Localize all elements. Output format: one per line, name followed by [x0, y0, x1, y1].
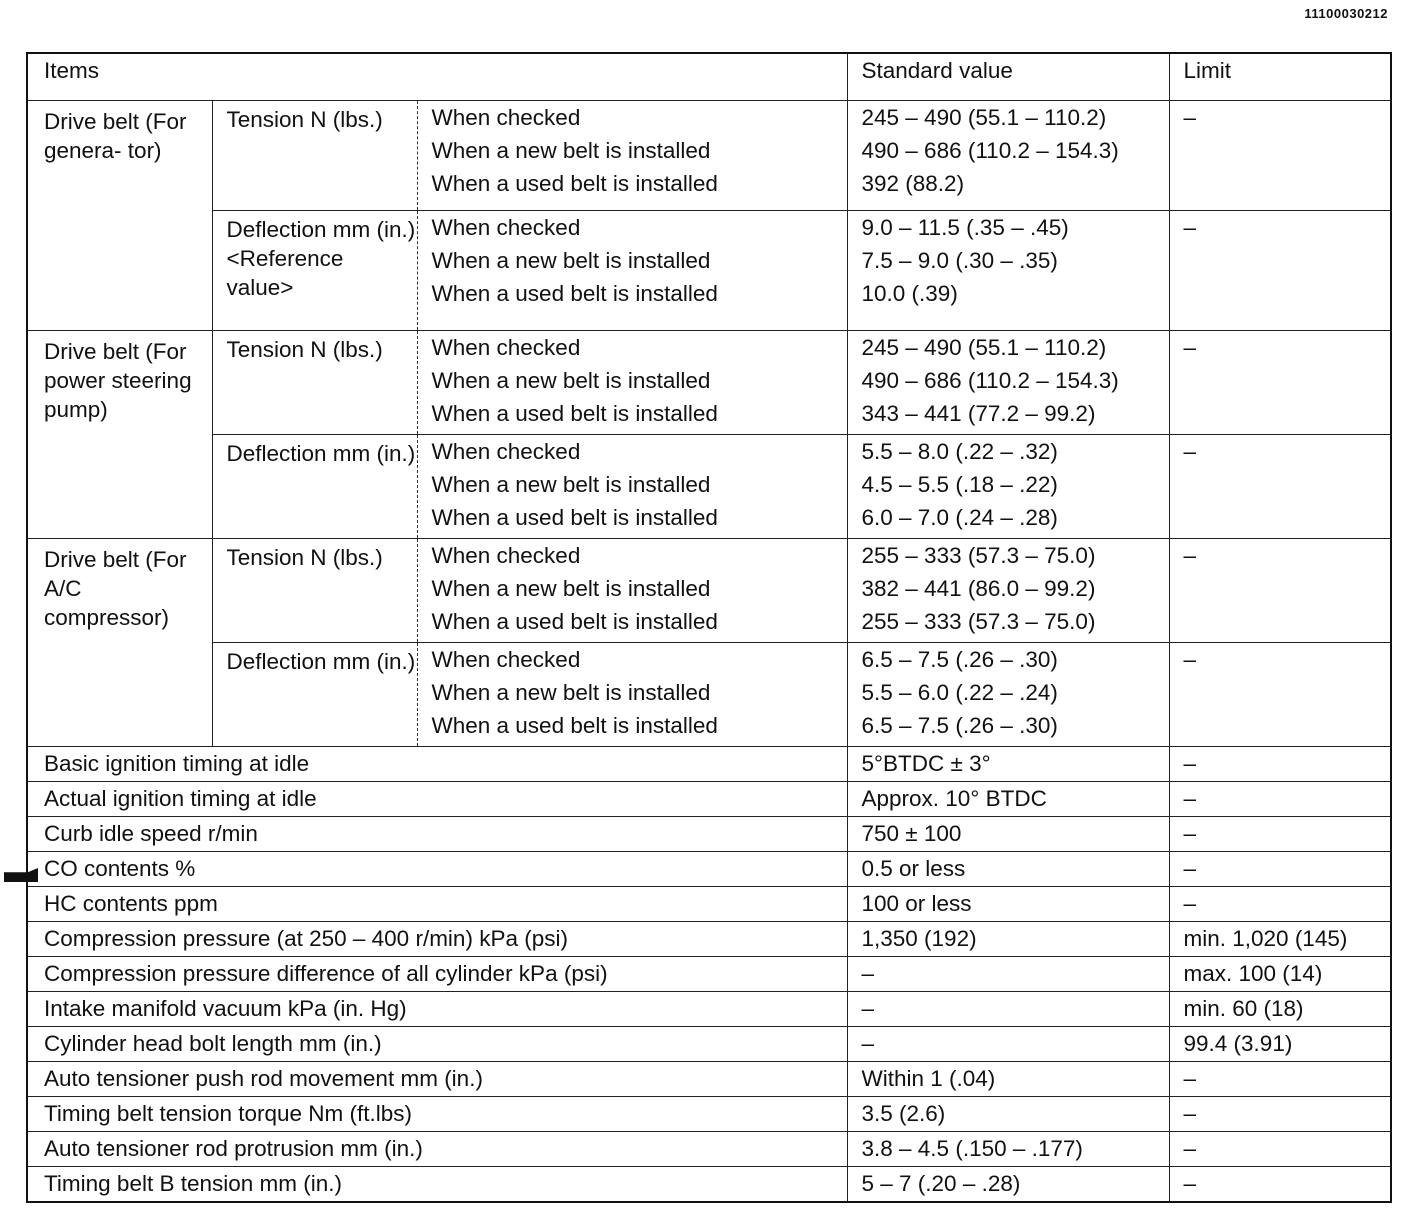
- limit-value: –: [1169, 435, 1391, 539]
- sub-item-name: Deflection mm (in.) <Reference value>: [212, 211, 417, 331]
- standard-value-text: 9.0 – 11.5 (.35 – .45): [861, 215, 1069, 240]
- limit-value: min. 60 (18): [1169, 992, 1391, 1027]
- standard-value: 750 ± 100: [847, 817, 1169, 852]
- table-row: [27, 1167, 1391, 1203]
- standard-value: 5 – 7 (.20 – .28): [847, 1167, 1169, 1203]
- conditions-cell: [417, 101, 847, 211]
- table-row: [27, 887, 1391, 922]
- standard-value-text: 255 – 333 (57.3 – 75.0): [861, 543, 1096, 568]
- standard-value-text: 4.5 – 5.5 (.18 – .22): [861, 472, 1058, 497]
- table-row: [27, 643, 1391, 747]
- sub-item-name: Deflection mm (in.): [212, 435, 417, 539]
- condition-text: When a used belt is installed: [431, 401, 718, 426]
- sub-item-name: Tension N (lbs.): [212, 539, 417, 643]
- condition-text: When a used belt is installed: [431, 505, 718, 530]
- condition-text: When a used belt is installed: [431, 713, 718, 738]
- standard-value-text: 392 (88.2): [861, 171, 965, 196]
- item-name: HC contents ppm: [27, 887, 847, 922]
- sub-item-name: Tension N (lbs.): [212, 101, 417, 211]
- item-name: Actual ignition timing at idle: [27, 782, 847, 817]
- limit-value: –: [1169, 1167, 1391, 1203]
- standard-value-text: 245 – 490 (55.1 – 110.2): [861, 335, 1107, 360]
- limit-value: –: [1169, 1097, 1391, 1132]
- table-header-row: [27, 53, 1391, 101]
- standard-value: 3.8 – 4.5 (.150 – .177): [847, 1132, 1169, 1167]
- standard-value: –: [847, 992, 1169, 1027]
- standard-value-text: 255 – 333 (57.3 – 75.0): [861, 609, 1096, 634]
- item-name: Auto tensioner push rod movement mm (in.): [27, 1062, 847, 1097]
- table-row: [27, 992, 1391, 1027]
- item-name: Drive belt (For genera- tor): [27, 101, 212, 331]
- limit-value: 99.4 (3.91): [1169, 1027, 1391, 1062]
- table-row: [27, 1132, 1391, 1167]
- standard-value: Within 1 (.04): [847, 1062, 1169, 1097]
- document-id: 11100030212: [1304, 6, 1388, 21]
- limit-value: –: [1169, 1062, 1391, 1097]
- standard-value-text: 245 – 490 (55.1 – 110.2): [861, 105, 1107, 130]
- standard-value: 1,350 (192): [847, 922, 1169, 957]
- item-name: Curb idle speed r/min: [27, 817, 847, 852]
- item-name: Timing belt tension torque Nm (ft.lbs): [27, 1097, 847, 1132]
- condition-text: When checked: [431, 439, 581, 464]
- table-row: [27, 747, 1391, 782]
- limit-value: –: [1169, 1132, 1391, 1167]
- table-row: [27, 852, 1391, 887]
- limit-value: max. 100 (14): [1169, 957, 1391, 992]
- standard-values-cell: [847, 435, 1169, 539]
- condition-text: When a new belt is installed: [431, 680, 711, 705]
- limit-value: –: [1169, 101, 1391, 211]
- table-row: [27, 539, 1391, 643]
- limit-value: –: [1169, 643, 1391, 747]
- table-row: [27, 1062, 1391, 1097]
- limit-value: –: [1169, 887, 1391, 922]
- item-name: Timing belt B tension mm (in.): [27, 1167, 847, 1203]
- sub-item-name: Deflection mm (in.): [212, 643, 417, 747]
- table-row: [27, 782, 1391, 817]
- item-name: Compression pressure difference of all cylinder kPa (psi): [27, 957, 847, 992]
- condition-text: When a new belt is installed: [431, 472, 711, 497]
- standard-value-text: 343 – 441 (77.2 – 99.2): [861, 401, 1096, 426]
- limit-value: –: [1169, 817, 1391, 852]
- limit-value: –: [1169, 852, 1391, 887]
- table-row: [27, 957, 1391, 992]
- standard-value-text: 7.5 – 9.0 (.30 – .35): [861, 248, 1058, 273]
- standard-values-cell: [847, 643, 1169, 747]
- conditions-cell: [417, 539, 847, 643]
- standard-value: 0.5 or less: [847, 852, 1169, 887]
- limit-value: –: [1169, 747, 1391, 782]
- standard-value-text: 6.0 – 7.0 (.24 – .28): [861, 505, 1058, 530]
- item-name: Basic ignition timing at idle: [27, 747, 847, 782]
- conditions-cell: [417, 211, 847, 331]
- table-row: [27, 101, 1391, 211]
- limit-value: min. 1,020 (145): [1169, 922, 1391, 957]
- condition-text: When checked: [431, 335, 581, 360]
- standard-value-text: 5.5 – 6.0 (.22 – .24): [861, 680, 1058, 705]
- conditions-cell: [417, 435, 847, 539]
- standard-value-text: 5.5 – 8.0 (.22 – .32): [861, 439, 1058, 464]
- condition-text: When a new belt is installed: [431, 576, 711, 601]
- standard-value: –: [847, 957, 1169, 992]
- specification-table: [26, 52, 1392, 1203]
- item-name: Intake manifold vacuum kPa (in. Hg): [27, 992, 847, 1027]
- header-items: Items: [27, 53, 847, 101]
- condition-text: When checked: [431, 215, 581, 240]
- standard-value: 100 or less: [847, 887, 1169, 922]
- standard-value-text: 6.5 – 7.5 (.26 – .30): [861, 647, 1058, 672]
- standard-values-cell: [847, 331, 1169, 435]
- standard-value-text: 382 – 441 (86.0 – 99.2): [861, 576, 1096, 601]
- table-row: [27, 211, 1391, 331]
- standard-value: Approx. 10° BTDC: [847, 782, 1169, 817]
- standard-value-text: 490 – 686 (110.2 – 154.3): [861, 138, 1119, 163]
- condition-text: When checked: [431, 543, 581, 568]
- condition-text: When a new belt is installed: [431, 138, 711, 163]
- table-row: [27, 435, 1391, 539]
- item-name: Drive belt (For A/C compressor): [27, 539, 212, 747]
- standard-values-cell: [847, 211, 1169, 331]
- item-name: CO contents %: [27, 852, 847, 887]
- condition-text: When a used belt is installed: [431, 171, 718, 196]
- table-row: [27, 922, 1391, 957]
- limit-value: –: [1169, 331, 1391, 435]
- header-limit: Limit: [1169, 53, 1391, 101]
- item-name: Cylinder head bolt length mm (in.): [27, 1027, 847, 1062]
- standard-value: –: [847, 1027, 1169, 1062]
- condition-text: When a new belt is installed: [431, 368, 711, 393]
- standard-value: 3.5 (2.6): [847, 1097, 1169, 1132]
- standard-value: 5°BTDC ± 3°: [847, 747, 1169, 782]
- sub-item-name: Tension N (lbs.): [212, 331, 417, 435]
- item-name: Auto tensioner rod protrusion mm (in.): [27, 1132, 847, 1167]
- limit-value: –: [1169, 782, 1391, 817]
- conditions-cell: [417, 643, 847, 747]
- table-row: [27, 331, 1391, 435]
- limit-value: –: [1169, 539, 1391, 643]
- table-row: [27, 817, 1391, 852]
- standard-value-text: 6.5 – 7.5 (.26 – .30): [861, 713, 1058, 738]
- table-row: [27, 1027, 1391, 1062]
- limit-value: –: [1169, 211, 1391, 331]
- table-row: [27, 1097, 1391, 1132]
- header-standard-value: Standard value: [847, 53, 1169, 101]
- condition-text: When checked: [431, 105, 581, 130]
- item-name: Compression pressure (at 250 – 400 r/min) kPa (psi): [27, 922, 847, 957]
- standard-value-text: 490 – 686 (110.2 – 154.3): [861, 368, 1119, 393]
- item-name: Drive belt (For power steering pump): [27, 331, 212, 539]
- condition-text: When a new belt is installed: [431, 248, 711, 273]
- condition-text: When checked: [431, 647, 581, 672]
- condition-text: When a used belt is installed: [431, 281, 718, 306]
- standard-values-cell: [847, 101, 1169, 211]
- standard-value-text: 10.0 (.39): [861, 281, 958, 306]
- condition-text: When a used belt is installed: [431, 609, 718, 634]
- standard-values-cell: [847, 539, 1169, 643]
- conditions-cell: [417, 331, 847, 435]
